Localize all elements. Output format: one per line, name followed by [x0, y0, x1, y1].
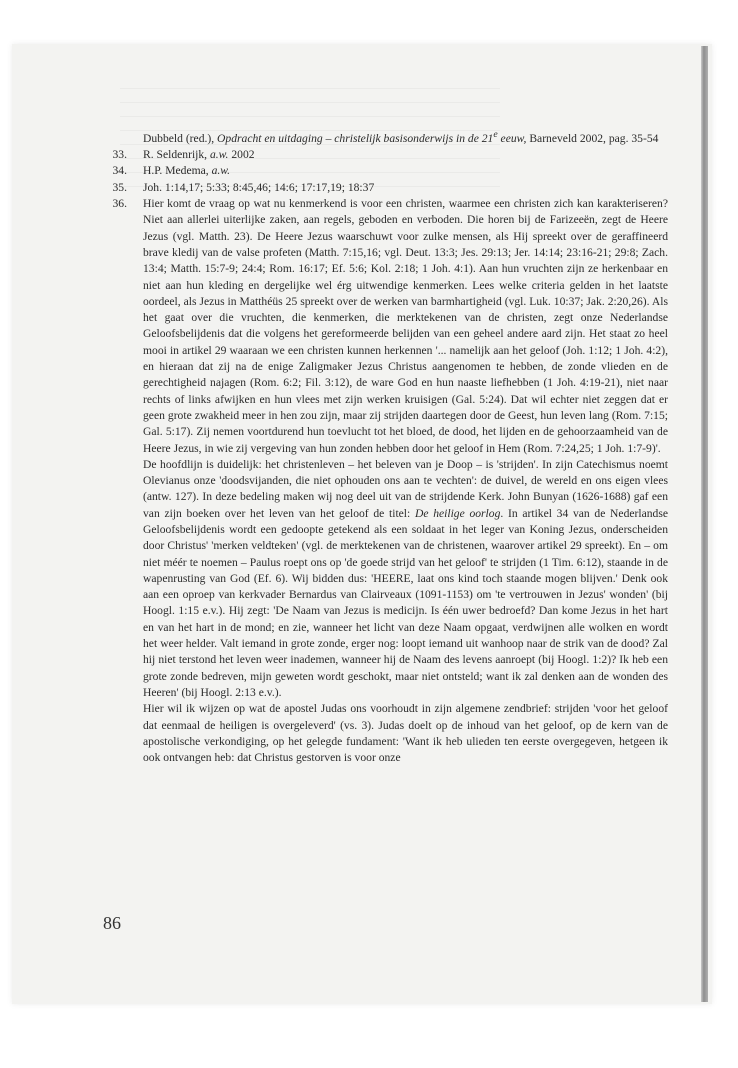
footnote-continuation	[103, 127, 668, 147]
footnote-33	[103, 147, 668, 163]
footnote-paragraph-3: Hier wil ik wijzen op wat de apostel Judas ons voorhoudt in zijn algemene zendbrief: strijden 'voor het geloof dat eenmaal de heiligen is overgeleverd' (vs. 3). Judas doelt op de inhoud van het geloof, op de kern van de apostolische verkondiging, op het gelegde fundament: 'Want ik heb ulieden ten eerste overgegeven, hetgeen ik ook ontvangen heb: dat Christus gestorven is voor onze	[143, 702, 668, 765]
footnote-text: Joh. 1:14,17; 5:33; 8:45,46; 14:6; 17:17,19; 18:37	[143, 180, 375, 194]
footnote-34	[103, 163, 668, 179]
footnote-continuation-text: Dubbeld (red.), Opdracht en uitdaging – christelijk basisonderwijs in de 21e eeuw, Barneveld 2002, pag. 35-54	[143, 129, 659, 145]
page-binding-edge	[701, 46, 708, 1002]
page-number: 86	[103, 913, 121, 933]
footnote-number: 33.	[112, 148, 127, 162]
footnote-text: R. Seldenrijk, a.w. 2002	[143, 148, 255, 162]
footnote-paragraph-1: Hier komt de vraag op wat nu kenmerkend is voor een christen, waarmee een christen zich kan karakteriseren? Niet aan allerlei uiterlijke zaken, aan regels, geboden en verboden. Die horen bij de Farizeeën, zegt de Heere Jezus (vgl. Matth. 23). De Heere Jezus waarschuwt voor zulke mensen, als Hij spreekt over de geraffineerd brave kledij van de valse profeten (Matth. 7:15,16; vgl. Deut. 13:3; Jes. 29:13; Jer. 14:14; 23:16-21; 29:8; Zach. 13:4; Matth. 15:7-9; 24:4; Rom. 16:17; Ef. 5:6; Kol. 2:18; 1 Joh. 4:1). Aan hun vruchten zijn ze herkenbaar en niet aan hun kleding en dergelijke wel érg uitwendige kenmerken. Lees welke criteria gelden in het laatste oordeel, als Jezus in Matthéüs 25 spreekt over de werken van barmhartigheid (vgl. Luk. 10:37; Jak. 2:20,26). Als het gaat over die vruchten, die kenmerken, die merktekenen van de christen, zegt onze Nederlandse Geloofsbelijdenis dat die volgens het gereformeerde belijden van een geheel andere aard zijn. Het staat zo heel mooi in artikel 29 waaraan we een christen kunnen herkennen '... namelijk aan het geloof (Joh. 1:12; 1 Joh. 4:2), en hieraan dat zij na de enige Zaligmaker Jezus Christus aangenomen te hebben, de zonde vlieden en de gerechtigheid najagen (Rom. 6:2; Fil. 3:12), de ware God en hun naaste liefhebben (1 Joh. 4:19-21), niet naar rechts of links afwijken en hun vlees met zijn werken kruisigen (Gal. 5:24). Dat wil echter niet zeggen dat er geen grote zwakheid meer in hen zou zijn, maar zij strijden daartegen door de Geest, hun leven lang (Rom. 7:15; Gal. 5:17). Zij nemen voortdurend hun toevlucht tot het bloed, de dood, het lijden en de gehoorzaamheid van de Heere Jezus, in wie zij vergeving van hun zonden hebben door het geloof in Hem (Rom. 7:24,25; 1 Joh. 1:7-9)'.	[143, 197, 668, 455]
footnote-number: 34.	[112, 164, 127, 178]
footnote-number: 36.	[112, 197, 127, 211]
footnote-number: 35.	[112, 180, 127, 194]
book-title: Opdracht en uitdaging – christelijk basisonderwijs in de 21e eeuw,	[217, 129, 527, 145]
footnote-36	[103, 196, 668, 766]
book-title: De heilige oorlog	[414, 506, 501, 520]
footnote-paragraph-2: De hoofdlijn is duidelijk: het christenleven – het beleven van je Doop – is 'strijden'. In zijn Catechismus noemt Olevianus onze 'doodsvijanden, die niet ophouden ons aan te vechten': de duivel, de wereld en ons eigen vlees (antw. 127). In deze bedeling maken wij nog deel uit van de strijdende Kerk. John Bunyan (1626-1688) gaf een van zijn boeken over het leven van het geloof de titel: De heilige oorlog. In artikel 34 van de Nederlandse Geloofsbelijdenis wordt een gedoopte getekend als een soldaat in het leger van Koning Jezus, onderscheiden door Christus' 'merken veldteken' (vgl. de merktekenen van de christenen, waarover artikel 29 spreekt). En – om niet méér te noemen – Paulus roept ons op 'de goede strijd van het geloof' te strijden (1 Tim. 6:12), staande in de wapenrusting van God (Ef. 6). Wij bidden dus: 'HEERE, laat ons kind toch staande mogen blijven.' Denk ook aan een oproep van kerkvader Bernardus van Clairveaux (1091-1153) om 'te vertrouwen in Jezus' wonden' (bij Hoogl. 1:15 e.v.). Hij zegt: 'De Naam van Jezus is medicijn. Is één uwer bedroefd? Dan kome Jezus in het hart en van het hart in de mond; en zie, wanneer het licht van deze Naam opgaat, verdwijnen alle wolken en wordt het weer helder. Valt iemand in grote zonde, erger nog: loopt iemand uit wanhoop naar de strik van de dood? Zal hij niet terstond het leven weer inademen, wanneer hij de Naam des levens aanroept (bij Hoogl. 1:2)? Ik heb een grote zonde bedreven, mijn geweten wordt geschokt, maar niet ontsteld; want ik zal denken aan de wonden des Heeren' (bij Hoogl. 2:13 e.v.).	[143, 457, 668, 699]
footnote-text: H.P. Medema, a.w.	[143, 164, 231, 178]
footnote-35	[103, 180, 668, 196]
footnotes-list	[103, 127, 668, 766]
